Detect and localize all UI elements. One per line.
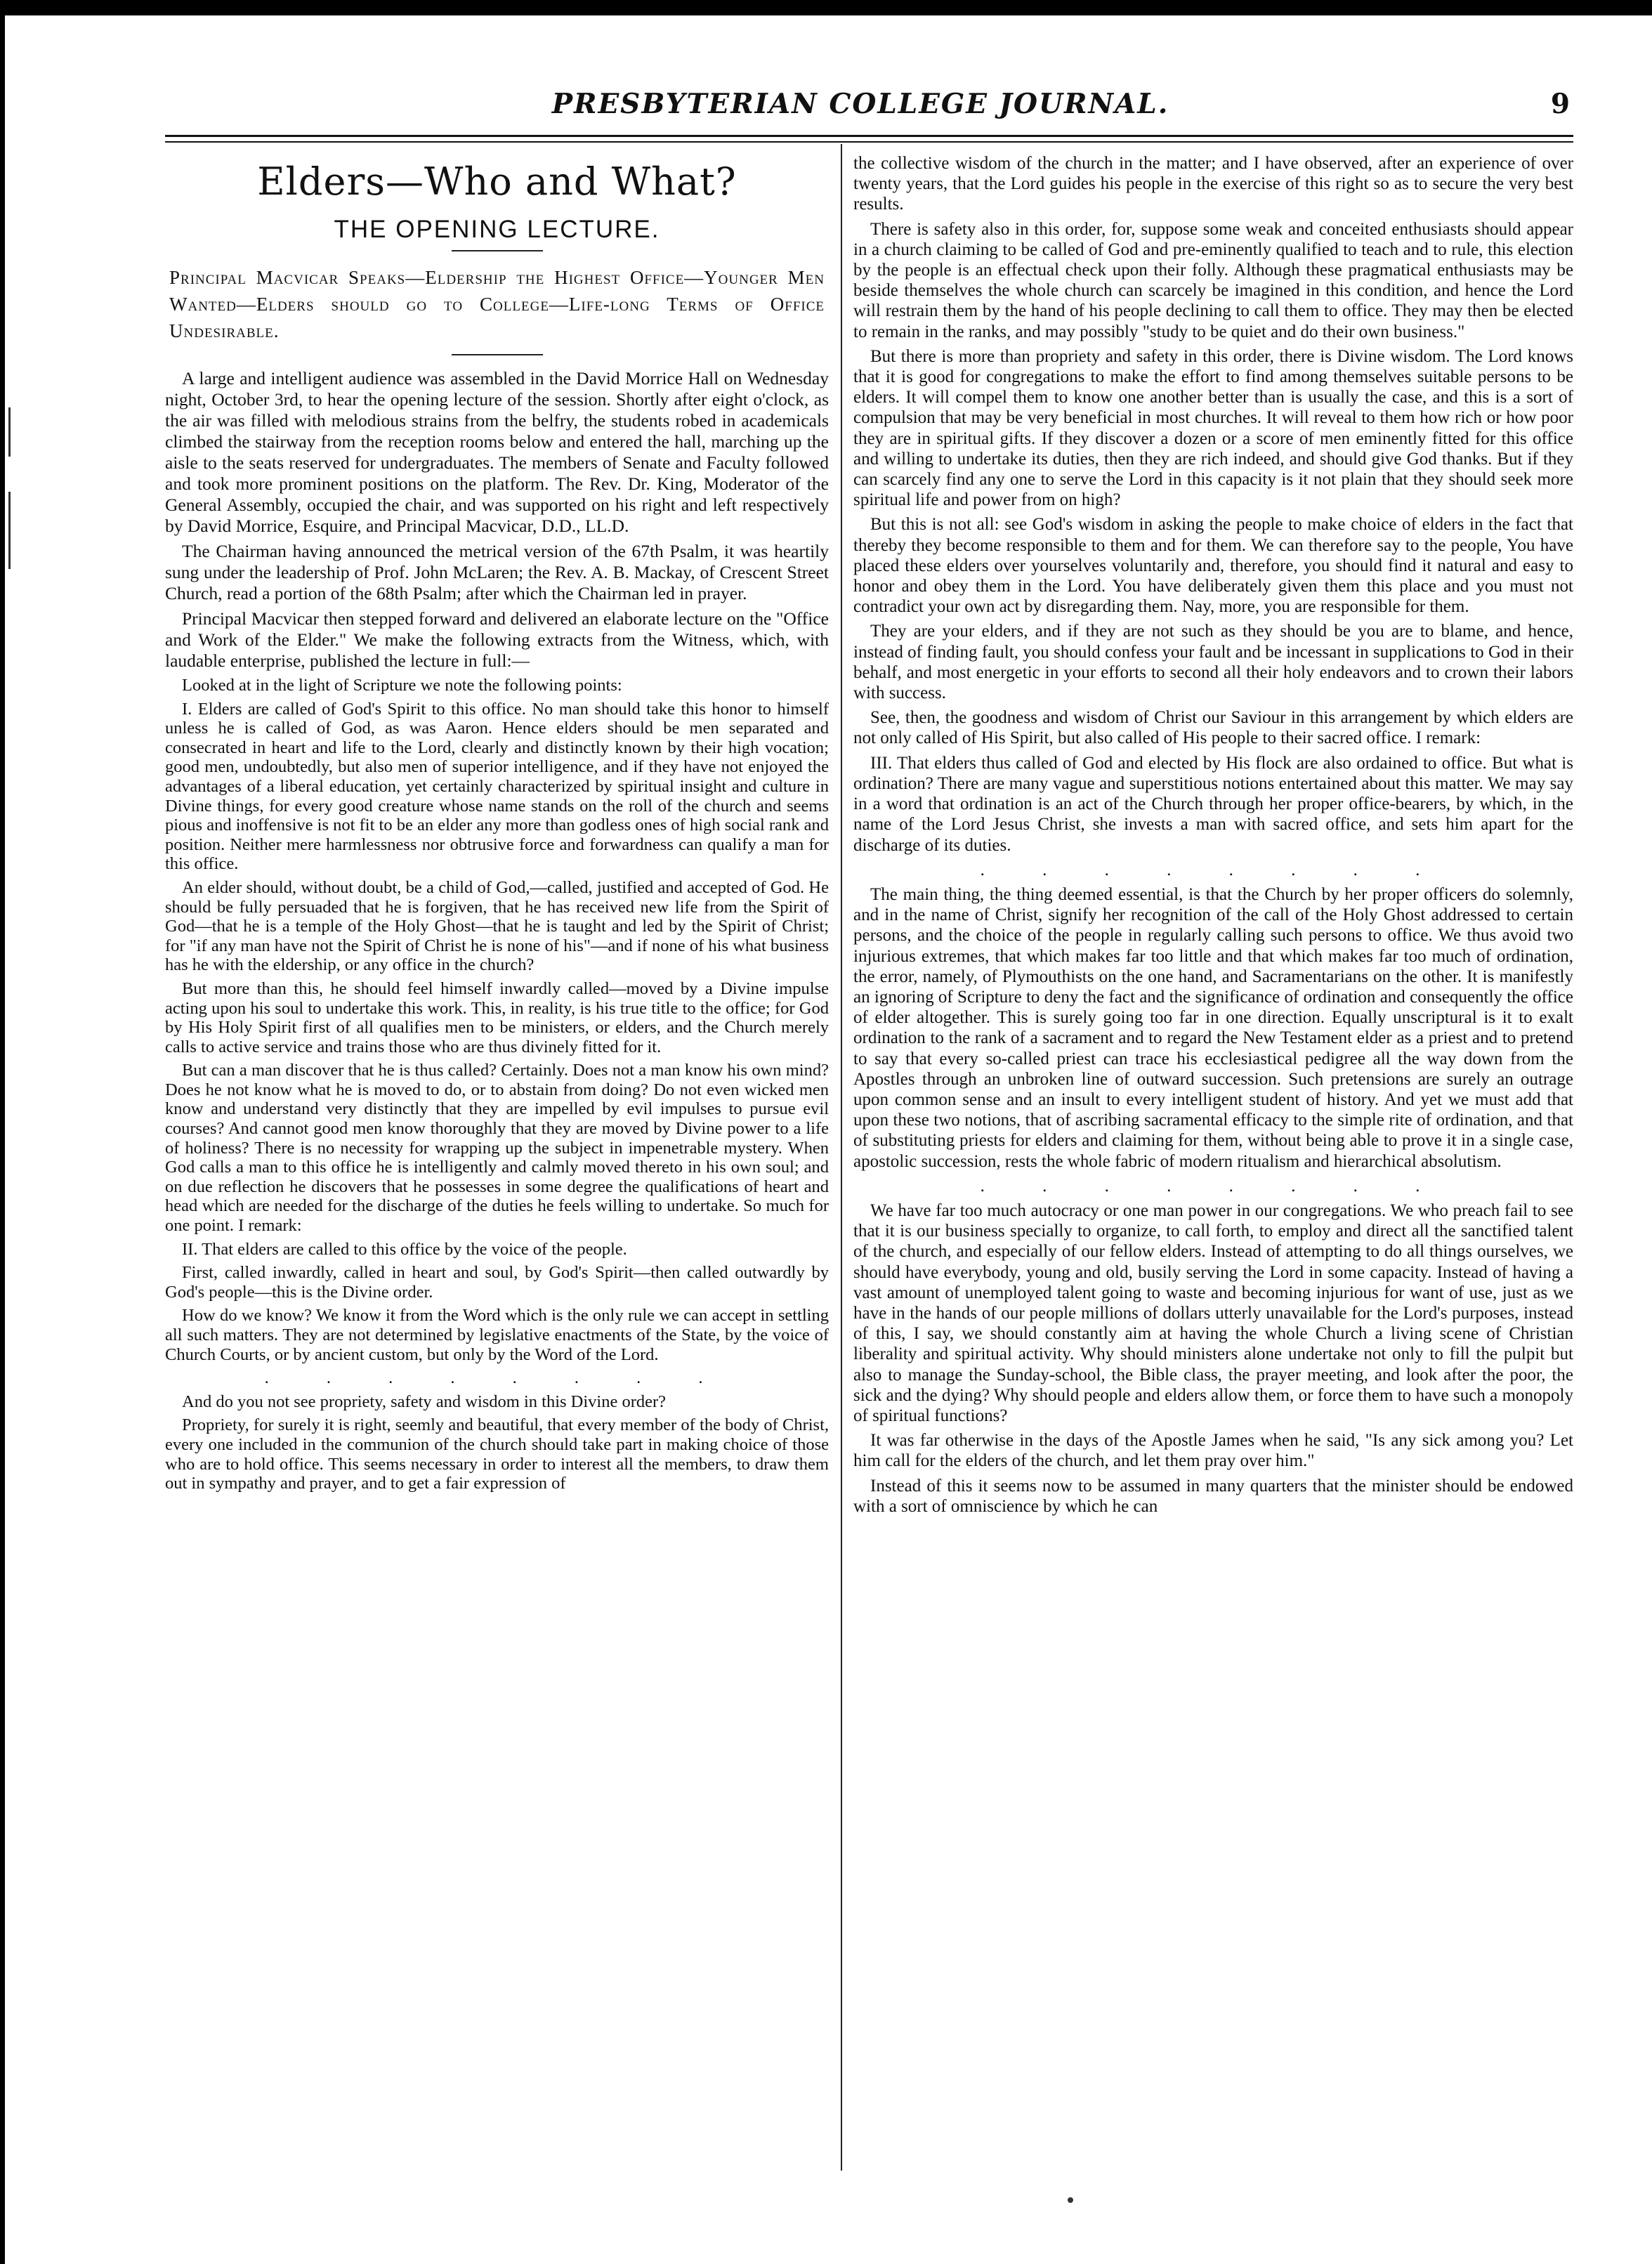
paragraph: First, called inwardly, called in heart and soul, by God's Spirit—then called outwardly by God's people—this is the Divine order.	[165, 1263, 829, 1302]
paragraph: But can a man discover that he is thus called? Certainly. Does not a man know his own mind? Does he not know what he is moved to do, or to abstain from doing? Do not even wicked men know and understand very distinctly that they are impelled by evil impulses to pursue evil courses? And cannot good men know thoroughly that they are moved by Divine power to a life of holiness? There is no necessity for wrapping up the subject in impenetrable mystery. When God calls a man to this office he is intelligently and calmly moved thereto in his own soul; and on due reflection he discovers that he possesses in some degree the qualifications of heart and head which are needed for the discharge of the duties he feels willing to undertake. So much for one point. I remark:	[165, 1061, 829, 1236]
header-rule	[165, 135, 1573, 137]
article-deck: Principal Macvicar Speaks—Eldership the Highest Office—Younger Men Wanted—Elders should go to College—Life-long Terms of Office Undesirable.	[169, 267, 825, 341]
paragraph: How do we know? We know it from the Word which is the only rule we can accept in settling all such matters. They are not determined by legislative enactments of the State, by the voice of Church Courts, or by ancient custom, but only by the Word of the Lord.	[165, 1306, 829, 1364]
paragraph: Looked at in the light of Scripture we note the following points:	[182, 676, 622, 695]
paragraph: Instead of this it seems now to be assumed in many quarters that the minister should be endowed with a sort of omniscience by which he can	[853, 1476, 1573, 1516]
paragraph: An elder should, without doubt, be a child of God,—called, justified and accepted of God. He should be fully persuaded that he is forgiven, that he has received new life from the Spirit of God—that he is a temple of the Holy Ghost—that he is taught and led by the Spirit of Christ; for "if any man have not the Spirit of Christ he is none of his"—and if none of his what business has he with the eldership, or any office in the church?	[165, 877, 829, 975]
article-title: Elders—Who and What?	[257, 159, 737, 204]
section-dots: . . . . . . . .	[980, 1176, 1447, 1196]
paragraph: But this is not all: see God's wisdom in asking the people to make choice of elders in the fact that thereby they become responsible to them and for them. We can therefore say to the people, You have placed these elders over yourselves voluntarily and, therefore, you should find it natural and easy to honor and obey them in the Lord. You have deliberately given them this place and you must not contradict your own act by disregarding them. Nay, more, you are responsible for them.	[853, 515, 1573, 617]
paragraph: It was far otherwise in the days of the Apostle James when he said, "Is any sick among you? Let him call for the elders of the church, and let them pray over him."	[853, 1431, 1573, 1471]
margin-mark	[8, 407, 11, 457]
page-number: 9	[1550, 88, 1570, 120]
paragraph: We have far too much autocracy or one man power in our congregations. We who preach fail to see that it is our business specially to organize, to call forth, to employ and direct all the sanctified talent of the church, and especially of our fellow elders. Instead of attempting to do all things ourselves, we should have everybody, young and old, busily serving the Lord in some capacity. Instead of having a vast amount of unemployed talent going to waste and becoming injurious for want of use, just as we have in the hands of our people millions of dollars utterly unavailable for the Lord's purposes, instead of this, I say, we should constantly aim at having the whole Church a living scene of Christian liberality and spiritual activity. Why should ministers alone undertake not only to fill the pulpit but also to manage the Sunday-school, the Bible class, the prayer meeting, and look after the poor, the sick and the dying? Why should people and elders allow them, or force them to have such a monopoly of spiritual functions?	[853, 1200, 1573, 1425]
paragraph: And do you not see propriety, safety and wisdom in this Divine order?	[182, 1392, 667, 1411]
paragraph: See, then, the goodness and wisdom of Christ our Saviour in this arrangement by which elders are not only called of His Spirit, but also called of His people to their sacred office. I remark:	[853, 708, 1573, 748]
top-border	[0, 0, 1652, 15]
footer-dot	[1068, 2197, 1073, 2203]
paragraph: A large and intelligent audience was assembled in the David Morrice Hall on Wednesday night, October 3rd, to hear the opening lecture of the session. Shortly after eight o'clock, as the air was filled with melodious strains from the belfry, the students robed in academicals climbed the stairway from the reception rooms below and entered the hall, marching up the aisle to the seats reserved for undergraduates. The members of Senate and Faculty followed and took more prominent positions on the platform. The Rev. Dr. King, Moderator of the General Assembly, occupied the chair, and was supported on his right and left respectively by David Morrice, Esquire, and Principal Macvicar, D.D., LL.D.	[165, 368, 829, 536]
right-column	[853, 153, 1573, 1521]
paragraph: III. That elders thus called of God and elected by His flock are also ordained to office. But what is ordination? There are many vague and superstitious notions entertained about this matter. We may say in a word that ordination is an act of the Church through her proper office-bearers, by which, in the name of the Lord Jesus Christ, she invests a man with sacred office, and sets him apart for the discharge of its duties.	[853, 753, 1573, 855]
page-header	[165, 88, 1570, 130]
header-rule-thin	[165, 141, 1573, 143]
section-dots: . . . . . . . .	[264, 1368, 730, 1388]
paragraph: But more than this, he should feel himself inwardly called—moved by a Divine impulse acting upon his soul to undertake this work. This, in reality, is his true title to the office; for God by His Holy Spirit first of all qualifies men to be ministers, or elders, and the Church merely calls to active service and trains those who are thus divinely fitted for it.	[165, 979, 829, 1056]
left-border	[0, 0, 5, 2264]
column-divider	[841, 144, 842, 2171]
article-subtitle: THE OPENING LECTURE.	[334, 216, 660, 243]
paragraph: the collective wisdom of the church in the matter; and I have observed, after an experience of over twenty years, that the Lord guides his people in the exercise of this right so as to secure the very best results.	[853, 154, 1573, 214]
margin-mark	[8, 492, 11, 569]
section-dots: . . . . . . . .	[980, 860, 1447, 879]
paragraph: There is safety also in this order, for, suppose some weak and conceited enthusiasts should appear in a church claiming to be called of God and pre-eminently qualified to teach and to rule, this election by the people is an effectual check upon their folly. Although these pragmatical enthusiasts may be beside themselves the whole church can scarcely be imagined in this condition, and hence the Lord will restrain them by the hand of his people declining to call them to office. They may then be elected to remain in the ranks, and may possibly "study to be quiet and do their own business."	[853, 219, 1573, 341]
paragraph: II. That elders are called to this office by the voice of the people.	[182, 1239, 627, 1259]
paragraph: Principal Macvicar then stepped forward and delivered an elaborate lecture on the "Office and Work of the Elder." We make the following extracts from the Witness, which, with laudable enterprise, published the lecture in full:—	[165, 608, 829, 671]
paragraph: I. Elders are called of God's Spirit to this office. No man should take this honor to himself unless he is called of God, as was Aaron. Hence elders should be men separated and consecrated in heart and life to the Lord, clearly and distinctly known by their high vocation; good men, undoubtedly, but also men of superior intelligence, and if they have not enjoyed the advantages of a liberal education, yet certainly characterized by spiritual insight and culture in Divine things, for every good creature whose name stands on the roll of the church and seems pious and inoffensive is not fit to be an elder any more than godless ones of high social rank and position. Neither mere harmlessness nor obtrusive force and forwardness can qualify a man for this office.	[165, 699, 829, 874]
left-column	[165, 153, 829, 1498]
paragraph: Propriety, for surely it is right, seemly and beautiful, that every member of the body of Christ, every one included in the communion of the church should take part in making choice of those who are to hold office. This seems necessary in order to interest all the members, to draw them out in sympathy and prayer, and to get a fair expression of	[165, 1415, 829, 1493]
journal-title: PRESBYTERIAN COLLEGE JOURNAL.	[551, 88, 1169, 120]
paragraph: The main thing, the thing deemed essential, is that the Church by her proper officers do solemnly, and in the name of Christ, signify her recognition of the call of the Holy Ghost addressed to certain persons, and the choice of the people in regularly calling such persons to office. We thus avoid two injurious extremes, that which makes far too little and that which makes far too much of ordination, the error, namely, of Plymouthists on the one hand, and Sacramentarians on the other. It is manifestly an ignoring of Scripture to deny the fact and the significance of ordination and consequently the office of elder altogether. This is surely going too far in one direction. Equally unscriptural is it to exalt ordination to the rank of a sacrament and to regard the New Testament elder as a priest and to pretend to say that every so-called priest can trace his ecclesiastical pedigree all the way down from the Apostles through an unbroken line of outward succession. Such pretensions are surely an outrage upon common sense and an insult to every intelligent student of history. And yet we must add that upon these two notions, that of ascribing sacramental efficacy to the simple rite of ordination, and that of substituting priests for elders and claiming for them, without being able to prove it in a single case, apostolic succession, rests the whole fabric of modern ritualism and hierarchical absolutism.	[853, 884, 1573, 1171]
paragraph: But there is more than propriety and safety in this order, there is Divine wisdom. The Lord knows that it is good for congregations to make the effort to find among themselves suitable persons to be elders. It will compel them to know one another better than is usually the case, and this is a sort of compulsion that may be very beneficial in most churches. It will reveal to them how rich or how poor they are in spiritual gifts. If they discover a dozen or a score of men eminently fitted for this office and willing to undertake its duties, then they are rich indeed, and should give God thanks. But if they can scarcely find any one to serve the Lord in this capacity is it not plain that they should seek more spiritual life and power from on high?	[853, 346, 1573, 510]
paragraph: They are your elders, and if they are not such as they should be you are to blame, and hence, instead of finding fault, you should confess your fault and be incessant in supplications to God in their behalf, and most energetic in your efforts to second all their holy endeavors and to crown their labors with success.	[853, 622, 1573, 703]
paragraph: The Chairman having announced the metrical version of the 67th Psalm, it was heartily sung under the leadership of Prof. John McLaren; the Rev. A. B. Mackay, of Crescent Street Church, read a portion of the 68th Psalm; after which the Chairman led in prayer.	[165, 541, 829, 603]
deck-rule	[452, 354, 543, 355]
title-rule	[452, 250, 543, 251]
